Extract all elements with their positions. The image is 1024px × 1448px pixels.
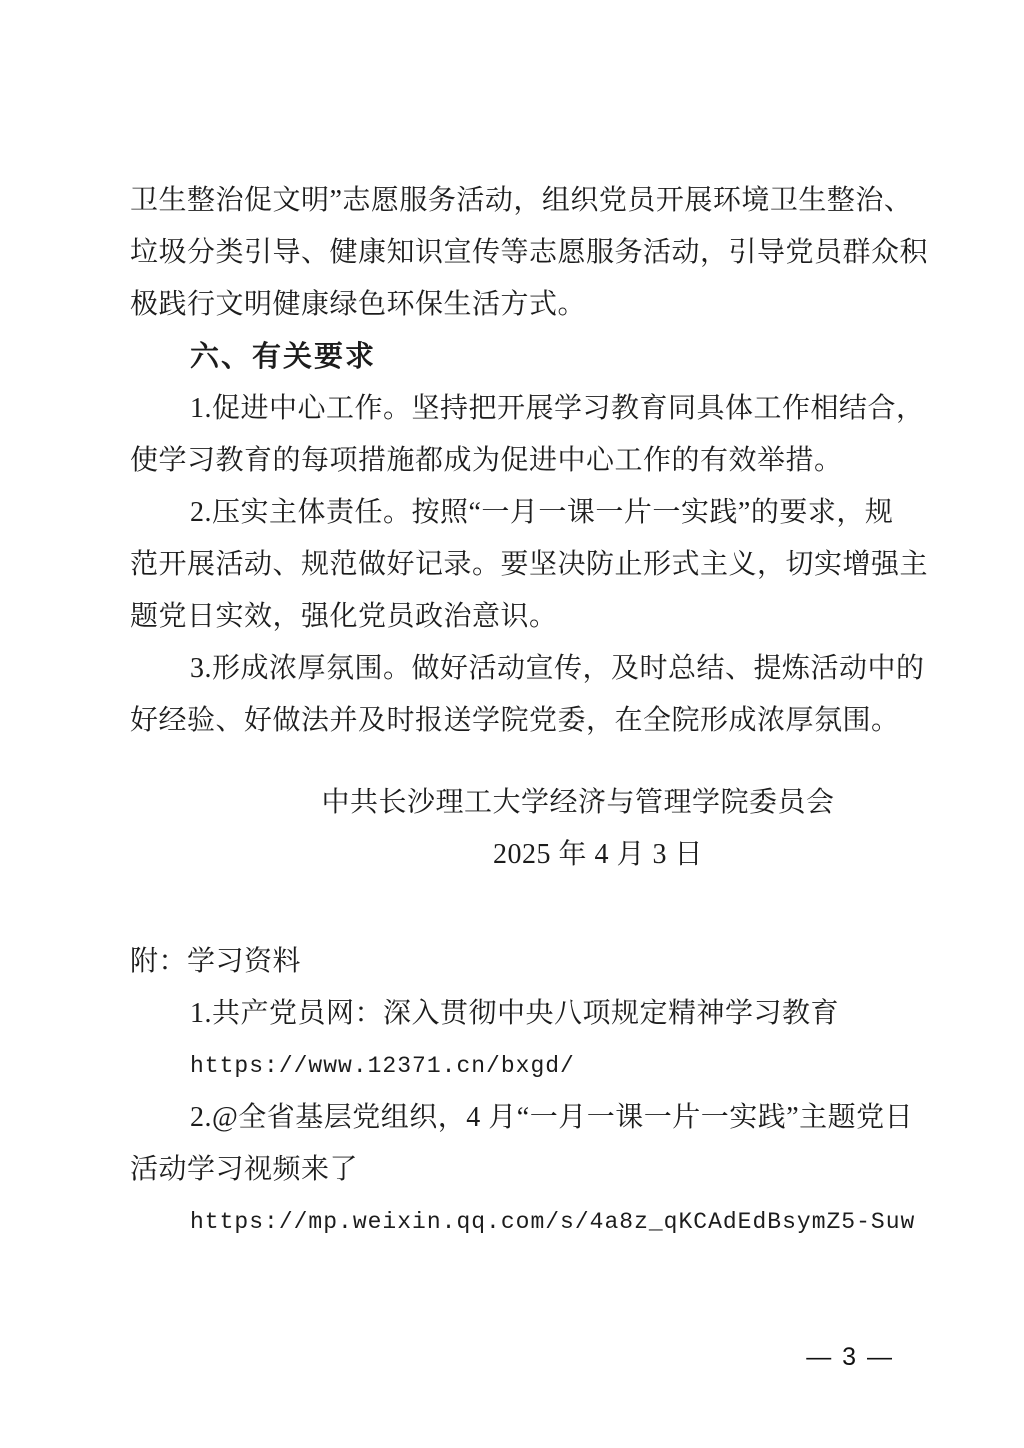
body-line: 范开展活动、规范做好记录。要坚决防止形式主义，切实增强主: [130, 549, 929, 580]
body-line: 垃圾分类引导、健康知识宣传等志愿服务活动，引导党员群众积: [130, 237, 929, 268]
body-line: 1.促进中心工作。坚持把开展学习教育同具体工作相结合，: [190, 393, 925, 424]
signature-line: 中共长沙理工大学经济与管理学院委员会: [321, 787, 835, 818]
attachment-item: 2.@全省基层党组织，4 月“一月一课一片一实践”主题党日: [190, 1102, 914, 1133]
url-line: https://mp.weixin.qq.com/s/4a8z_qKCAdEdBsymZ5-Suw: [190, 1209, 916, 1235]
body-line: 3.形成浓厚氛围。做好活动宣传，及时总结、提炼活动中的: [190, 653, 925, 684]
attachment-item: 1.共产党员网：深入贯彻中央八项规定精神学习教育: [190, 998, 840, 1029]
url-line: https://www.12371.cn/bxgd/: [190, 1053, 575, 1079]
body-line: 2.压实主体责任。按照“一月一课一片一实践”的要求，规: [190, 497, 894, 528]
body-line: 好经验、好做法并及时报送学院党委，在全院形成浓厚氛围。: [130, 705, 900, 736]
body-line: 使学习教育的每项措施都成为促进中心工作的有效举措。: [130, 445, 843, 476]
section-heading: 六、有关要求: [190, 341, 377, 373]
attachment-item: 活动学习视频来了: [130, 1154, 359, 1185]
body-line: 题党日实效，强化党员政治意识。: [130, 601, 558, 632]
date-line: 2025 年 4 月 3 日: [492, 839, 703, 870]
body-line: 极践行文明健康绿色环保生活方式。: [130, 289, 587, 320]
page-number: — 3 —: [806, 1343, 894, 1371]
body-line: 卫生整治促文明”志愿服务活动，组织党员开展环境卫生整治、: [130, 185, 913, 216]
document-body: [130, 175, 929, 1248]
attachment-heading: 附：学习资料: [130, 946, 302, 977]
